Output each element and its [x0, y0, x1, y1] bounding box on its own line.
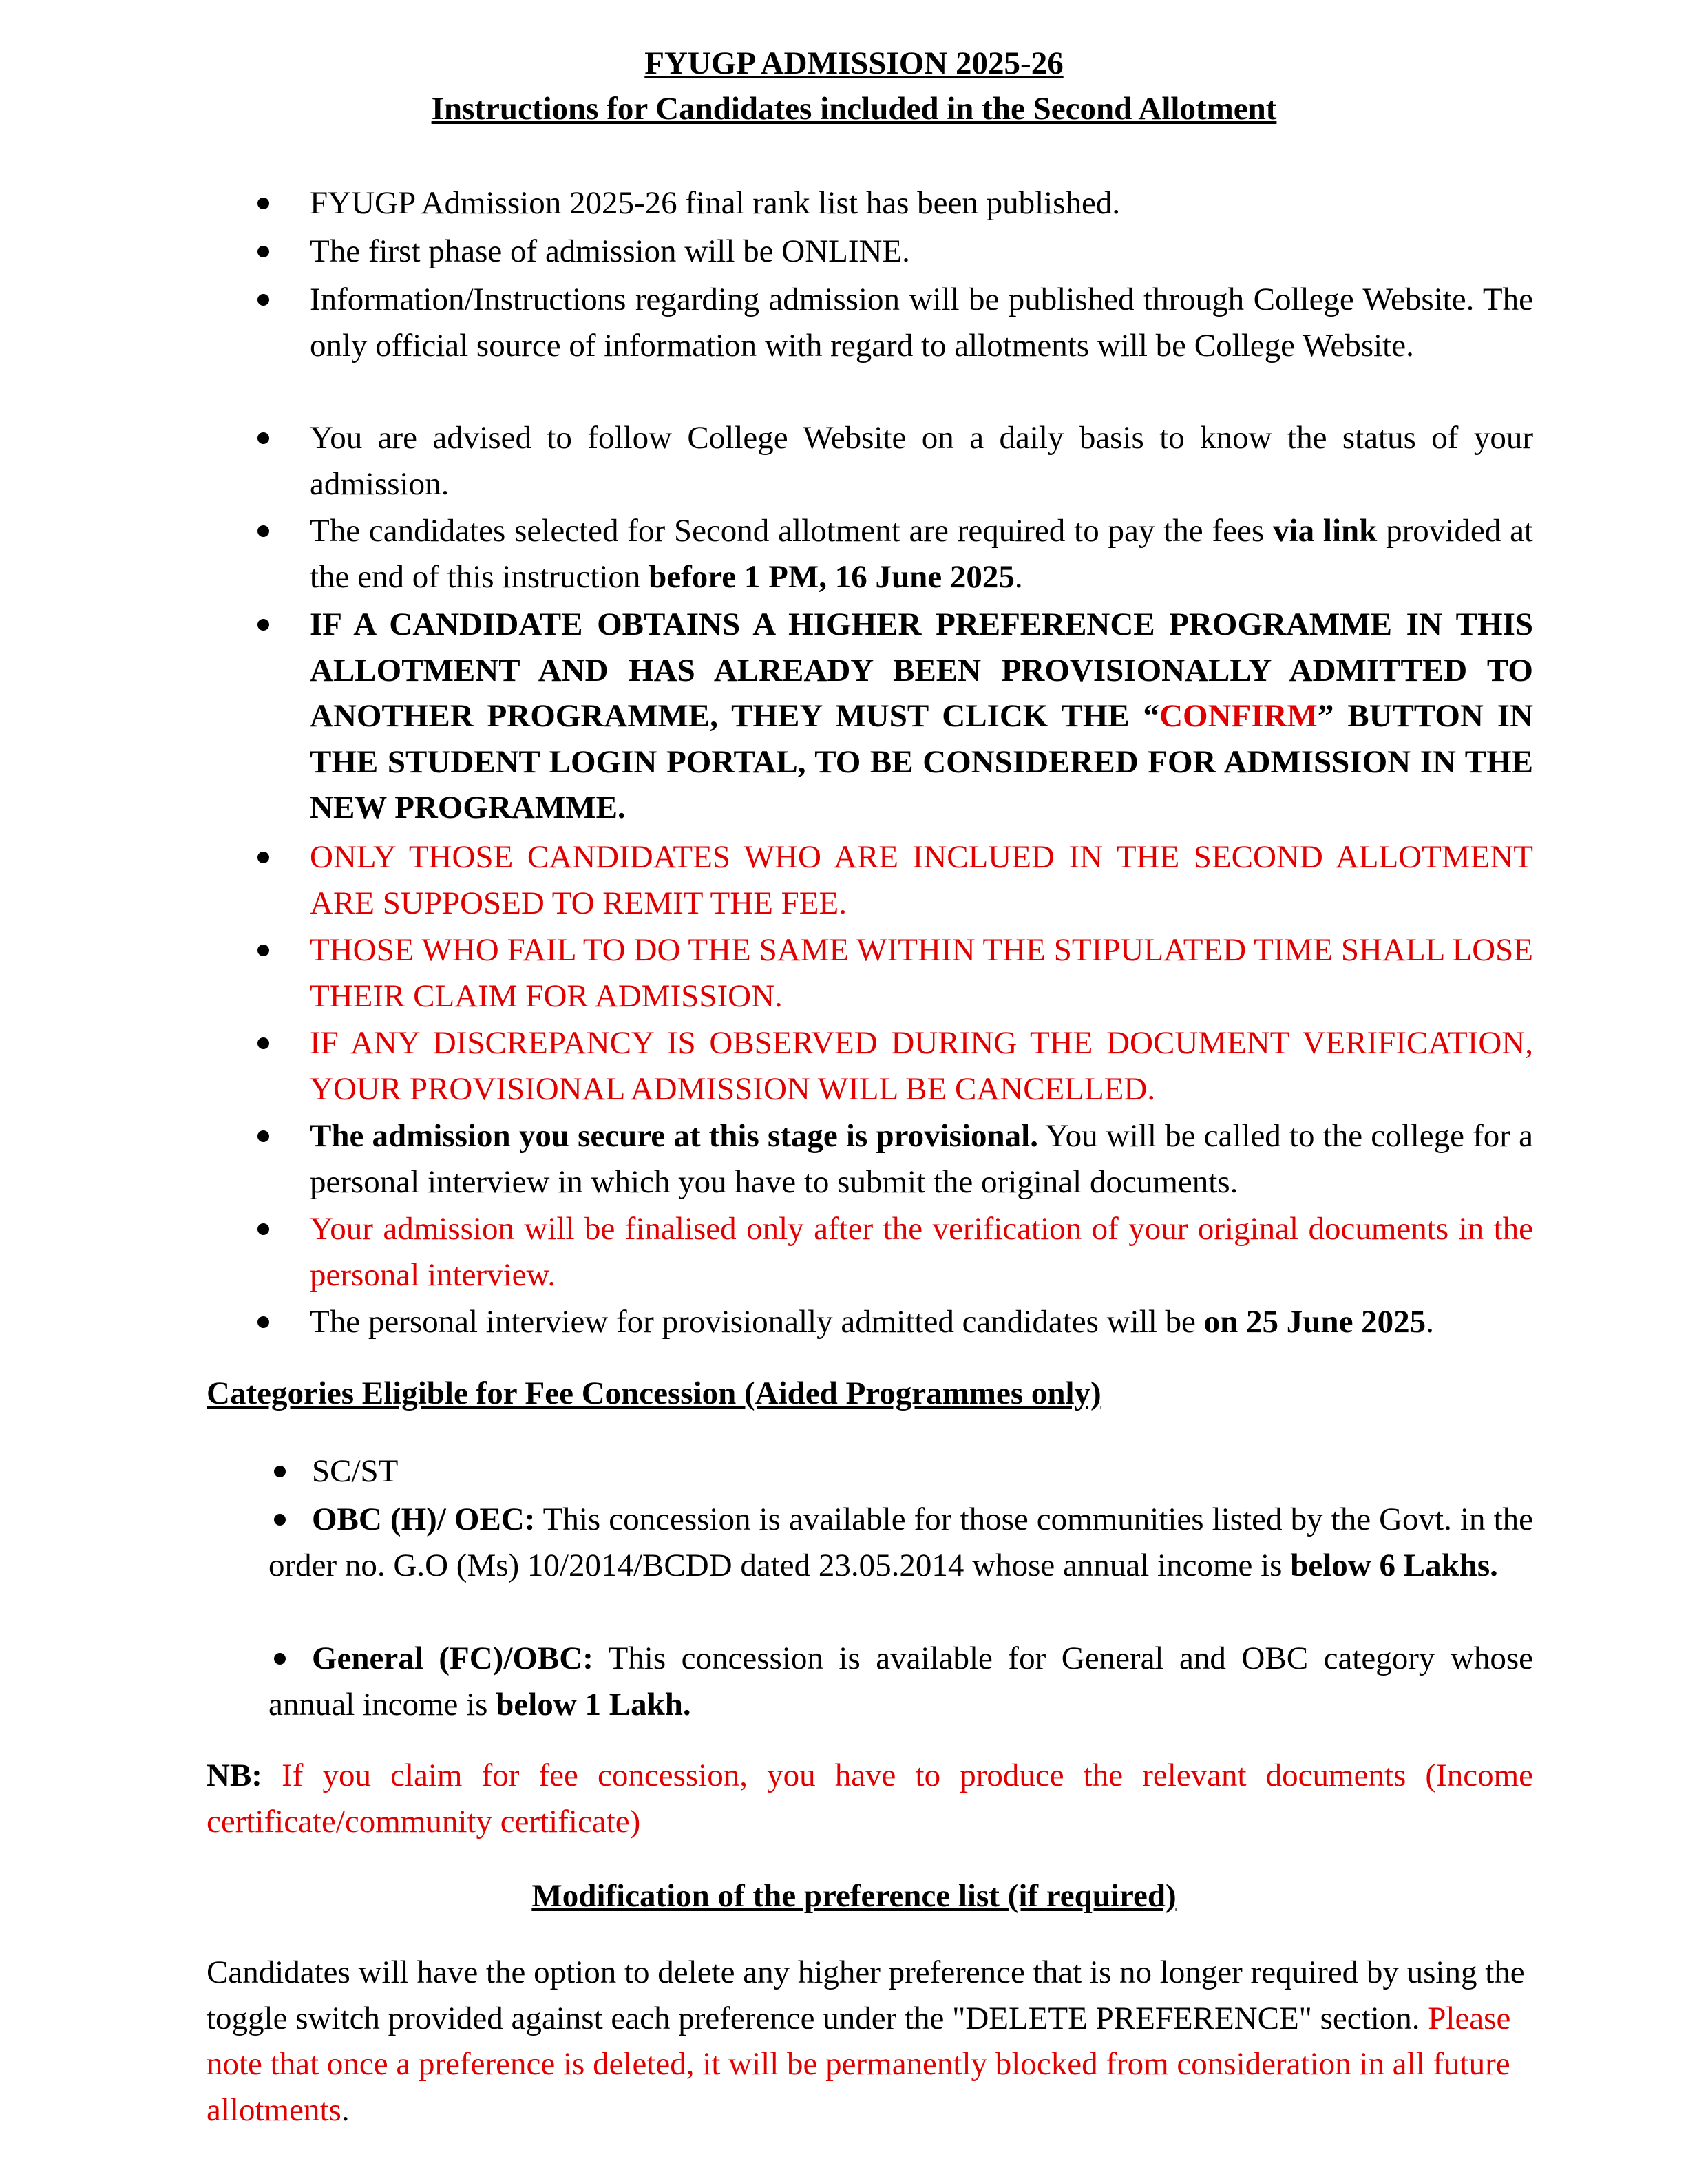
instruction-text: You are advised to follow College Website on a daily basis to know the status of your admission. [310, 420, 1533, 502]
concession-item-obc-oec [268, 1497, 1533, 1588]
instruction-text: The first phase of admission will be ONLINE. [310, 233, 910, 269]
modification-paragraph [207, 1950, 1533, 2133]
document-subtitle: Instructions for Candidates included in the Second Allotment [431, 91, 1277, 127]
modification-warning: Please note that once a preference is deleted, it will be permanently blocked from consideration in all future allotments [207, 2000, 1511, 2128]
concession-category: General (FC)/OBC: [312, 1641, 593, 1676]
modification-text: . [341, 2091, 350, 2128]
instruction-text: . [1426, 1304, 1434, 1340]
concession-text: This concession is available for those communities listed by the Govt. in the order no. G.O (Ms) 10/2014/BCDD dated 23.05.2014 whose annual income is [268, 1501, 1533, 1583]
instruction-item-confirm-button [310, 602, 1533, 831]
instruction-text: provided at the end of this instruction [310, 513, 1533, 595]
instruction-item-website [310, 277, 1533, 368]
bullet-icon [274, 1466, 286, 1477]
fee-deadline: before 1 PM, 16 June 2025 [649, 558, 1015, 595]
instruction-text: ” BUTTON IN THE STUDENT LOGIN PORTAL, TO BE CONSIDERED FOR ADMISSION IN THE NEW PROGRAMME. [310, 698, 1533, 825]
income-limit: below 1 Lakh. [496, 1686, 691, 1722]
instruction-text: Information/Instructions regarding admission will be published through College Website. The only official source of information with regard to allotments will be College Website. [310, 282, 1533, 363]
instruction-item-interview-date [310, 1299, 1533, 1345]
provisional-notice: The admission you secure at this stage is provisional. [310, 1118, 1038, 1154]
instruction-text: ONLY THOSE CANDIDATES WHO ARE INCLUED IN THE SECOND ALLOTMENT ARE SUPPOSED TO REMIT THE FEE. [310, 839, 1533, 921]
modification-heading: Modification of the preference list (if required) [531, 1878, 1177, 1914]
instruction-text: IF ANY DISCREPANCY IS OBSERVED DURING THE DOCUMENT VERIFICATION, YOUR PROVISIONAL ADMISSION WILL BE CANCELLED. [310, 1025, 1533, 1107]
concession-item-general-obc [268, 1636, 1533, 1727]
income-limit: below 6 Lakhs. [1290, 1547, 1498, 1583]
instruction-text: You will be called to the college for a personal interview in which you have to submit the original documents. [310, 1118, 1533, 1200]
nb-note [207, 1753, 1533, 1844]
concession-item-scst [268, 1448, 1533, 1495]
instruction-item-remit-fee [310, 834, 1533, 926]
instruction-text: The personal interview for provisionally admitted candidates will be [310, 1304, 1204, 1340]
instruction-item-lose-claim [310, 927, 1533, 1019]
fee-concession-heading: Categories Eligible for Fee Concession (Aided Programmes only) [207, 1375, 1101, 1411]
instruction-item-rank-list [310, 180, 1533, 226]
instruction-item-discrepancy [310, 1020, 1533, 1112]
interview-date: on 25 June 2025 [1203, 1304, 1426, 1340]
instruction-item-follow-website [310, 415, 1533, 507]
bullet-icon [274, 1653, 286, 1665]
instruction-text: THOSE WHO FAIL TO DO THE SAME WITHIN THE STIPULATED TIME SHALL LOSE THEIR CLAIM FOR ADMISSION. [310, 932, 1533, 1014]
confirm-keyword: CONFIRM [1159, 698, 1318, 734]
concession-text: This concession is available for General and OBC category whose annual income is [268, 1641, 1533, 1722]
via-link-text: via link [1273, 513, 1378, 549]
nb-label: NB: [207, 1758, 262, 1793]
instruction-text: The candidates selected for Second allotment are required to pay the fees [310, 513, 1274, 549]
instruction-text: IF A CANDIDATE OBTAINS A HIGHER PREFERENCE PROGRAMME IN THIS ALLOTMENT AND HAS ALREADY BEEN PROVISIONALLY ADMITTED TO ANOTHER PROGRAMME, THEY MUST CLICK THE “ [310, 607, 1533, 734]
document-title: FYUGP ADMISSION 2025-26 [644, 45, 1064, 81]
concession-text: SC/ST [312, 1453, 399, 1489]
bullet-icon [274, 1514, 286, 1526]
instruction-item-provisional [310, 1113, 1533, 1205]
instruction-item-fee-payment [310, 508, 1533, 600]
nb-text: If you claim for fee concession, you have to produce the relevant documents (Income certificate/community certificate) [207, 1758, 1533, 1839]
instruction-item-online [310, 229, 1533, 275]
instruction-item-verification [310, 1206, 1533, 1298]
concession-category: OBC (H)/ OEC: [312, 1501, 536, 1537]
instruction-text: FYUGP Admission 2025-26 final rank list has been published. [310, 185, 1121, 221]
modification-text: Candidates will have the option to delete any higher preference that is no longer required by using the toggle switch provided against each preference under the "DELETE PREFERENCE" section. [207, 1954, 1525, 2036]
instruction-text: . [1014, 558, 1023, 595]
instruction-text: Your admission will be finalised only after the verification of your original documents in the personal interview. [310, 1211, 1533, 1293]
